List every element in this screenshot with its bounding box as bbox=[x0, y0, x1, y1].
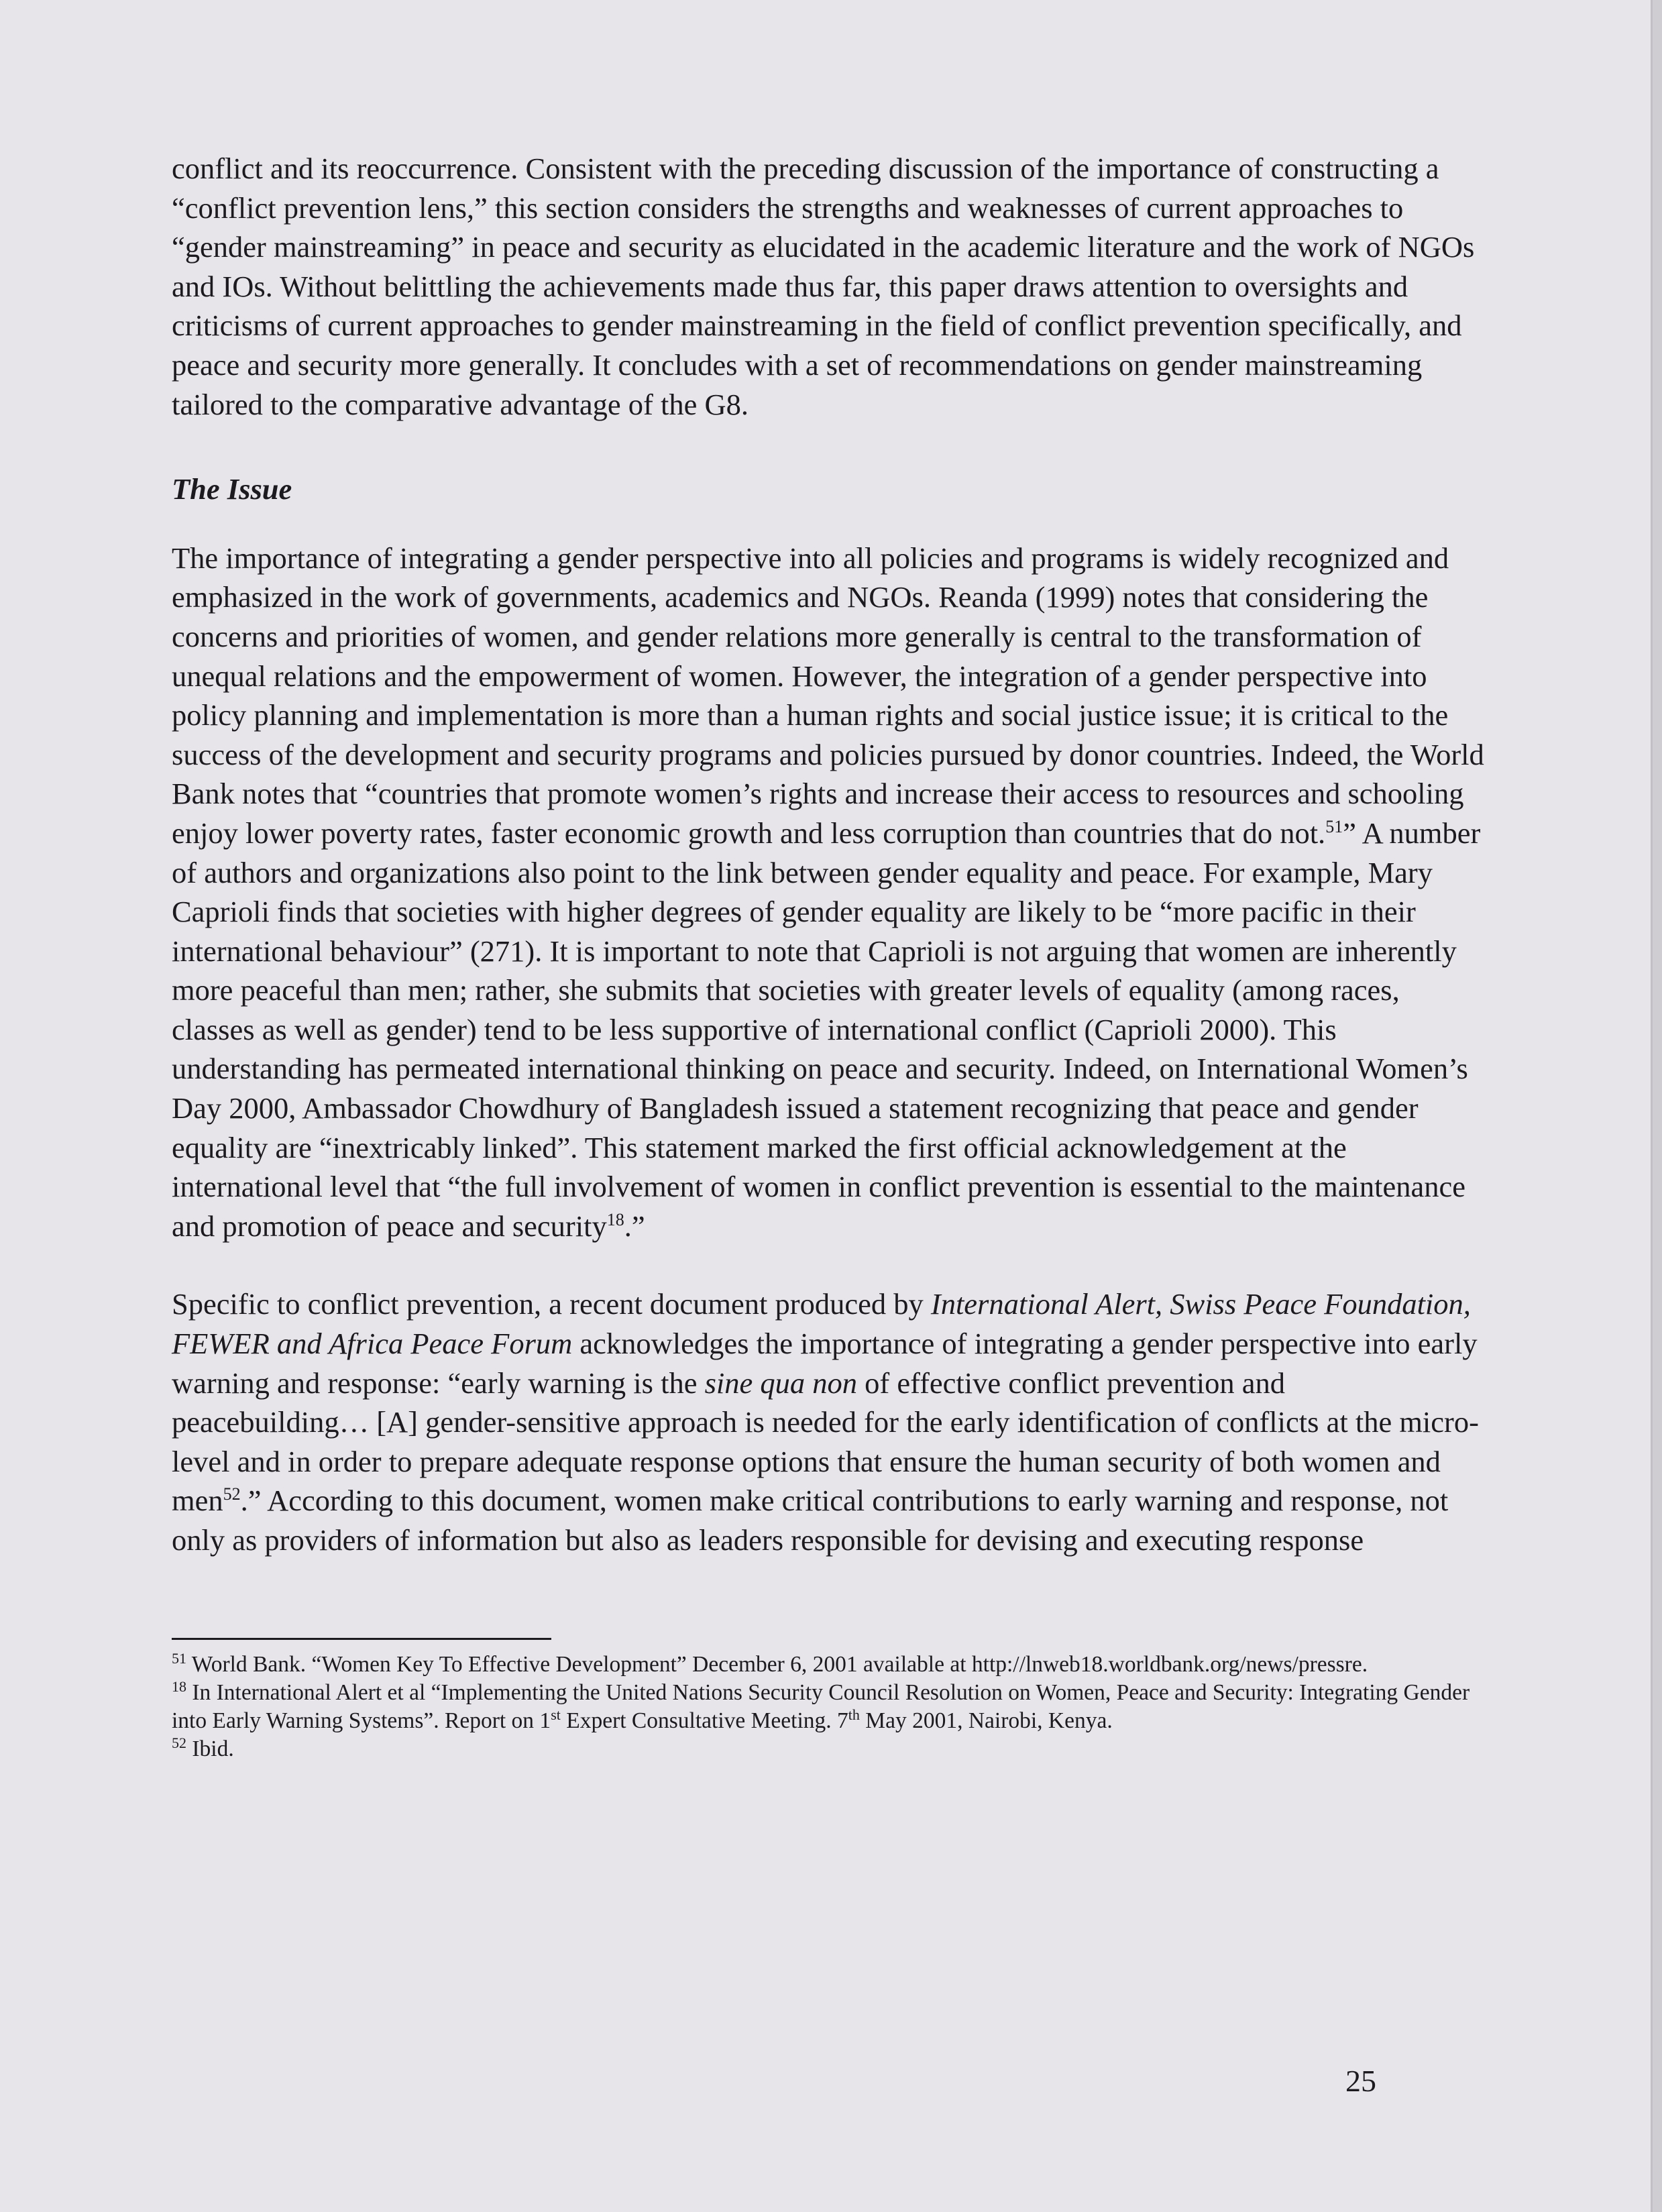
latin-phrase: sine qua non bbox=[704, 1366, 858, 1400]
footnote-18 bbox=[172, 1679, 1486, 1735]
footnotes bbox=[172, 1651, 1486, 1764]
paragraph-importance-part1: The importance of integrating a gender perspective into all policies and programs is widely recognized and emphasized in the work of governments, academics and NGOs. Reanda (1999) notes that considering the concerns and priorities of women, and gender relations more generally is central to the transformation of unequal relations and the empowerment of women. However, the integration of a gender perspective into policy planning and implementation is more than a human rights and social justice issue; it is critical to the success of the development and security programs and policies pursued by donor countries. Indeed, the World Bank notes that “countries that promote women’s rights and increase their access to resources and schooling enjoy lower poverty rates, faster economic growth and less corruption than countries that do not. bbox=[172, 541, 1484, 850]
footnote-18-text-a: In International Alert et al “Implementing the United Nations Security Council Resolution on Women, Peace and Security: Integrating Gender into Early Warning Systems”. Report on 1 bbox=[172, 1679, 1470, 1733]
paragraph-gap bbox=[172, 1246, 1486, 1284]
paragraph-cp-part1: Specific to conflict prevention, a recent document produced by bbox=[172, 1287, 931, 1321]
footnote-ref-52: 52 bbox=[223, 1484, 241, 1504]
footnote-52 bbox=[172, 1735, 1486, 1763]
footnote-52-text: Ibid. bbox=[186, 1736, 234, 1762]
paragraph-cp-part2: acknowledges the importance of integrating a gender perspective into early warning and response: “early warning is the bbox=[172, 1327, 1478, 1400]
footnote-18-number: 18 bbox=[172, 1677, 186, 1695]
paragraph-cp-part3: of effective conflict prevention and peacebuilding… [A] gender-sensitive approach is needed for the early identification of conflicts at the micro-level and in order to prepare adequate response options that ensure the human security of both women and men bbox=[172, 1366, 1479, 1518]
page-edge bbox=[1651, 0, 1662, 2212]
footnote-51-number: 51 bbox=[172, 1649, 186, 1667]
footnote-18-text-b: Expert Consultative Meeting. 7 bbox=[560, 1708, 848, 1733]
footnote-51-text: World Bank. “Women Key To Effective Development” December 6, 2001 available at http://lnweb18.worldbank.org/news/pressre. bbox=[186, 1651, 1368, 1677]
document-body bbox=[172, 149, 1486, 1763]
organization-names: International Alert, Swiss Peace Foundation, FEWER and Africa Peace Forum bbox=[172, 1287, 1471, 1361]
footnote-separator bbox=[172, 1638, 551, 1640]
footnote-52-number: 52 bbox=[172, 1734, 186, 1752]
paragraph-importance-part2: ” A number of authors and organizations also point to the link between gender equality and peace. For example, Mary Caprioli finds that societies with higher degrees of gender equality are likely to be “more pacific in their international behaviour” (271). It is important to note that Caprioli is not arguing that women are inherently more peaceful than men; rather, she submits that societies with greater levels of equality (among races, classes as well as gender) tend to be less supportive of international conflict (Caprioli 2000). This understanding has permeated international thinking on peace and security. Indeed, on International Women’s Day 2000, Ambassador Chowdhury of Bangladesh issued a statement recognizing that peace and gender equality are “inextricably linked”. This statement marked the first official acknowledgement at the international level that “the full involvement of women in conflict prevention is essential to the maintenance and promotion of peace and security bbox=[172, 816, 1481, 1243]
footnote-51 bbox=[172, 1651, 1486, 1679]
paragraph-intro bbox=[172, 149, 1486, 424]
footnote-18-text-c: May 2001, Nairobi, Kenya. bbox=[859, 1708, 1113, 1733]
footnote-ref-18: 18 bbox=[606, 1210, 624, 1230]
paragraph-conflict-prevention bbox=[172, 1284, 1486, 1559]
footnote-18-ordinal-st: st bbox=[551, 1706, 561, 1723]
paragraph-importance bbox=[172, 539, 1486, 1246]
paragraph-intro-text: conflict and its reoccurrence. Consistent with the preceding discussion of the importance of constructing a “conflict prevention lens,” this section considers the strengths and weaknesses of current approaches to “gender mainstreaming” in peace and security as elucidated in the academic literature and the work of NGOs and IOs. Without belittling the achievements made thus far, this paper draws attention to oversights and criticisms of current approaches to gender mainstreaming in the field of conflict prevention specifically, and peace and security more generally. It concludes with a set of recommendations on gender mainstreaming tailored to the comparative advantage of the G8. bbox=[172, 152, 1475, 421]
footnote-18-ordinal-th: th bbox=[848, 1706, 860, 1723]
page-number: 25 bbox=[1345, 2064, 1376, 2098]
section-heading: The Issue bbox=[172, 472, 292, 506]
paragraph-importance-part3: .” bbox=[624, 1209, 645, 1243]
footnote-ref-51: 51 bbox=[1325, 817, 1343, 837]
paragraph-cp-part4: .” According to this document, women make critical contributions to early warning and response, not only as providers of information but also as leaders responsible for devising and executing response bbox=[172, 1484, 1449, 1557]
